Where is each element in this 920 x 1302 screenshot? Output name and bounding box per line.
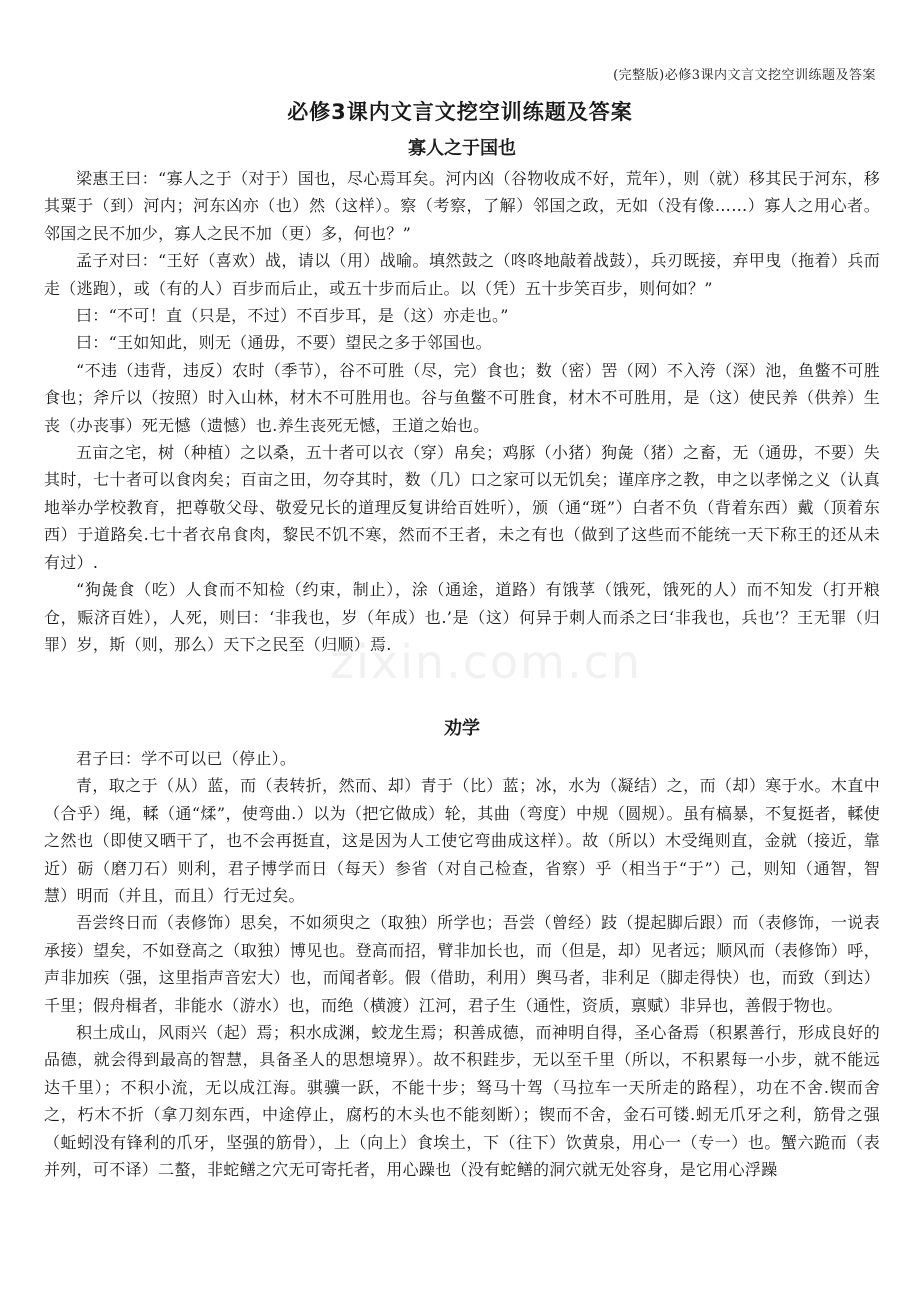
section-quanxue <box>44 712 880 1184</box>
paragraph: 青，取之于（从）蓝，而（表转折，然而、却）青于（比）蓝；冰，水为（凝结）之，而（却）寒于水。木直中（合乎）绳，輮（通“煣”，使弯曲.）以为（把它做成）轮，其曲（弯度）中规（圆规）。虽有槁暴，不复挺者，輮使之然也（即使又晒干了，也不会再挺直，这是因为人工使它弯曲成这样）。故（所以）木受绳则直，金就（接近，靠近）砺（磨刀石）则利，君子博学而日（每天）参省（对自己检查，省察）乎（相当于“于”）己，则知（通智，智慧）明而（并且，而且）行无过矣。 <box>44 776 880 906</box>
paragraph: 曰：“王如知此，则无（通毋，不要）望民之多于邻国也。 <box>76 333 492 353</box>
section-heading: 寡人之于国也 <box>408 138 516 159</box>
section-guaren <box>44 132 880 658</box>
paragraph: “狗彘食（吃）人食而不知检（约束，制止），涂（通途，道路）有饿莩（饿死，饿死的人）而不知发（打开粮仓，赈济百姓），人死，则曰：‘非我也，岁（年成）也.’是（这）何异于刺人而杀之曰‘非我也，兵也’？王无罪（归罪）岁，斯（则，那么）天下之民至（归顺）焉. <box>44 580 880 654</box>
paragraph: 曰：“不可！直（只是，不过）不百步耳，是（这）亦走也。” <box>76 306 509 326</box>
paragraph: 梁惠王曰：“寡人之于（对于）国也，尽心焉耳矣。河内凶（谷物收成不好，荒年），则（就）移其民于河东，移其粟于（到）河内；河东凶亦（也）然（这样）。察（考察，了解）邻国之政，无如（没有像……）寡人之用心者。邻国之民不加少，寡人之民不加（更）多，何也？” <box>44 169 880 243</box>
paragraph: 吾尝终日而（表修饰）思矣，不如须臾之（取独）所学也；吾尝（曾经）跂（提起脚后跟）而（表修饰，一说表承接）望矣，不如登高之（取独）博见也。登高而招，臂非加长也，而（但是，却）见者远；顺风而（表修饰）呼，声非加疾（强，这里指声音宏大）也，而闻者彰。假（借助，利用）舆马者，非利足（脚走得快）也，而致（到达）千里；假舟楫者，非能水（游水）也，而绝（横渡）江河，君子生（通性，资质，禀赋）非异也，善假于物也。 <box>44 913 880 1015</box>
document-title: 必修3课内文言文挖空训练题及答案 <box>287 100 633 124</box>
watermark-logo: zixin.com.cn <box>330 635 643 689</box>
paragraph: 积土成山，风雨兴（起）焉；积水成渊，蛟龙生焉；积善成德，而神明自得，圣心备焉（积累善行，形成良好的品德，就会得到最高的智慧，具备圣人的思想境界）。故不积跬步，无以至千里（所以，不积累每一小步，就不能远达千里）；不积小流，无以成江海。骐骥一跃，不能十步；驽马十驾（马拉车一天所走的路程），功在不舍.锲而舍之，朽木不折（拿刀刻东西，中途停止，腐朽的木头也不能刻断）；锲而不舍，金石可镂.蚓无爪牙之利，筋骨之强（蚯蚓没有锋利的爪牙，坚强的筋骨），上（向上）食埃土，下（往下）饮黄泉，用心一（专一）也。蟹六跪而（表并列，可不译）二螯，非蛇鳝之穴无可寄托者，用心躁也（没有蛇鳝的洞穴就无处容身，是它用心浮躁 <box>44 1023 880 1180</box>
paragraph: 五亩之宅，树（种植）之以桑，五十者可以衣（穿）帛矣；鸡豚（小猪）狗彘（猪）之畜，无（通毋，不要）失其时，七十者可以食肉矣；百亩之田，勿夺其时，数（几）口之家可以无饥矣；谨庠序之教，申之以孝悌之义（认真地举办学校教育，把尊敬父母、敬爱兄长的道理反复讲给百姓听），颁（通“斑”）白者不负（背着东西）戴（顶着东西）于道路矣.七十者衣帛食肉，黎民不饥不寒，然而不王者，未之有也（做到了这些而不能统一天下称王的还从未有过）. <box>44 443 880 572</box>
paragraph: “不违（违背，违反）农时（季节），谷不可胜（尽，完）食也；数（密）罟（网）不入洿（深）池，鱼鳖不可胜食也；斧斤以（按照）时入山林，材木不可胜用也。谷与鱼鳖不可胜食，材木不可胜用，是（这）使民养（供养）生丧（办丧事）死无憾（遗憾）也.养生丧死无憾，王道之始也。 <box>44 360 880 435</box>
section-heading: 劝学 <box>444 718 480 739</box>
page-header: (完整版)必修3课内文言文挖空训练题及答案 <box>613 68 876 83</box>
paragraph: 孟子对曰：“王好（喜欢）战，请以（用）战喻。填然鼓之（咚咚地敲着战鼓），兵刃既接，弃甲曳（拖着）兵而走（逃跑），或（有的人）百步而后止，或五十步而后止。以（凭）五十步笑百步，则何如？” <box>44 251 880 298</box>
paragraph: 君子曰：学不可以已（停止）。 <box>76 749 297 768</box>
